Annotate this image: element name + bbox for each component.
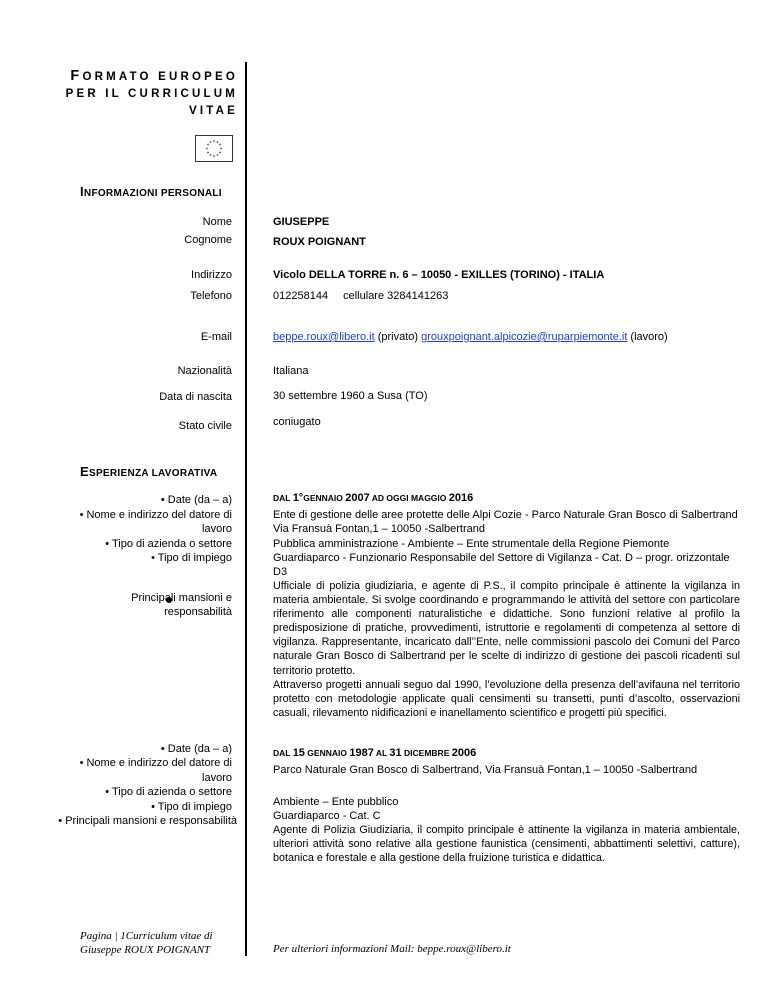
value-nazionalita: Italiana — [273, 365, 309, 377]
job2-label-employer: • Nome e indirizzo del datore di — [79, 757, 232, 769]
job1-type: Guardiaparco - Funzionario Responsabile del Settore di Vigilanza - Cat. D – progr. orizzontale — [273, 552, 730, 564]
job1-duties-text: Ufficiale di polizia giudiziaria, e agente di P.S., il compito principale è attinente la vigilanza in materia ambientale. Si svolge coordinando e programmando le attività del settore con particolare riferimento alle componenti naturalistiche e didattiche. Sono funzioni relative al profilo la predisposizione di pratiche, provvedimenti, istruttorie e regolamenti di competenza al settore di vigilanza. Rappresentante, incaricato dall’’Ente, nelle commissioni pascolo dei Comuni del Parco naturale Gran Bosco di Salbertrand per le scelte di indirizzo di gestione dei pascoli ricadenti sul territorio protetto. — [273, 580, 740, 677]
footer-left — [80, 929, 213, 957]
label-cognome: Cognome — [184, 234, 232, 246]
value-indirizzo: Vicolo DELLA TORRE n. 6 – 10050 - EXILLES (TORINO) - ITALIA — [273, 269, 605, 281]
email-link-private[interactable]: beppe.roux@libero.it — [273, 331, 375, 343]
job2-type: Guardiaparco - Cat. C — [273, 810, 381, 822]
job2-label-date: • Date (da – a) — [160, 743, 232, 755]
value-telefono — [273, 289, 448, 303]
footer-name: Giuseppe ROUX POIGNANT — [80, 944, 211, 956]
label-indirizzo: Indirizzo — [191, 269, 232, 281]
job1-label-duties: Principali mansioni e — [131, 592, 232, 604]
job1-duties-text-2: Attraverso progetti annuali seguo dal 1990, l’evoluzione della presenza dell’avifauna nel territorio protetto con metodologie applicate quali censimenti su transetti, punti d’ascolto, osservazioni casuali, rilevamento nidificazioni e inanellamento scientifico e progetti più specifici. — [273, 678, 740, 719]
job1-label-duties-2: responsabilità — [164, 606, 232, 618]
job1-date: DAL 1°GENNAIO 2007 AD OGGI MAGGIO 2016 — [273, 492, 474, 504]
job1-employer-address: Via Fransuà Fontan,1 – 10050 -Salbertrand — [273, 523, 485, 535]
job1-employer: Ente di gestione delle aree protette delle Alpi Cozie - Parco Naturale Gran Bosco di Salbertrand — [273, 509, 738, 521]
value-nome: GIUSEPPE — [273, 216, 330, 228]
label-telefono: Telefono — [190, 290, 232, 302]
heading-line1: ORMATO EUROPEO — [82, 71, 238, 83]
job2-duties: Agente di Polizia Giudiziaria, il compito principale è attinente la vigilanza in materia ambientale, ulteriori attività sono relative alla gestione faunistica (censimenti, abbattimenti selettivi, catture), botanica e forestale e alla gestione della fruizione turistica e didattica. — [273, 824, 740, 865]
job2-label-sector: • Tipo di azienda o settore — [105, 786, 232, 798]
job2-employer: Parco Naturale Gran Bosco di Salbertrand, Via Fransuà Fontan,1 – 10050 -Salbertrand — [273, 764, 698, 776]
eu-flag-icon — [195, 135, 233, 162]
label-email: E-mail — [200, 331, 232, 343]
footer-right: Per ulteriori informazioni Mail: beppe.roux@libero.it — [273, 943, 511, 955]
job1-duties — [273, 579, 740, 720]
job2-label-employer-2: lavoro — [202, 772, 232, 784]
footer-page-info: Pagina | 1Curriculum vitae di — [80, 930, 213, 942]
heading-line3: VITAE — [188, 105, 238, 117]
email-link-work[interactable]: grouxpoignant.alpicozie@ruparpiemonte.it — [421, 331, 628, 343]
job1-label-employer: • Nome e indirizzo del datore di — [79, 509, 232, 521]
value-nascita: 30 settembre 1960 a Susa (TO) — [273, 390, 428, 402]
job1-label-employer-2: lavoro — [202, 523, 232, 535]
job1-type-2: D3 — [273, 566, 288, 578]
job1-sector: Pubblica amministrazione - Ambiente – Ente strumentale della Regione Piemonte — [273, 538, 670, 550]
job1-label-date: • Date (da – a) — [160, 494, 232, 506]
heading-cap: F — [70, 68, 83, 84]
value-email — [273, 330, 668, 344]
job2-label-duties: • Principali mansioni e responsabilità — [58, 815, 237, 827]
job1-label-sector: • Tipo di azienda o settore — [105, 538, 232, 550]
format-heading — [66, 68, 238, 120]
email-note-private: (privato) — [374, 331, 422, 343]
label-stato-civile: Stato civile — [178, 420, 232, 432]
label-nome: Nome — [202, 216, 232, 228]
section-personal-info: INFORMAZIONI PERSONALI — [80, 184, 222, 199]
job2-label-type: • Tipo di impiego — [151, 801, 232, 813]
phone-number: 012258144 — [273, 290, 329, 302]
mobile-number: cellulare 3284141263 — [343, 290, 449, 302]
column-divider — [245, 62, 247, 956]
value-stato-civile: coniugato — [273, 416, 321, 428]
job2-date: DAL 15 GENNAIO 1987 AL 31 DICEMBRE 2006 — [273, 747, 477, 759]
label-nascita: Data di nascita — [159, 391, 232, 403]
email-note-work: (lavoro) — [627, 331, 668, 343]
section-work-experience: ESPERIENZA LAVORATIVA — [80, 464, 218, 479]
value-cognome: ROUX POIGNANT — [273, 236, 366, 248]
label-nazionalita: Nazionalità — [177, 365, 232, 377]
heading-line2: PER IL CURRICULUM — [65, 88, 238, 100]
job2-sector: Ambiente – Ente pubblico — [273, 796, 399, 808]
job1-label-type: • Tipo di impiego — [151, 552, 232, 564]
